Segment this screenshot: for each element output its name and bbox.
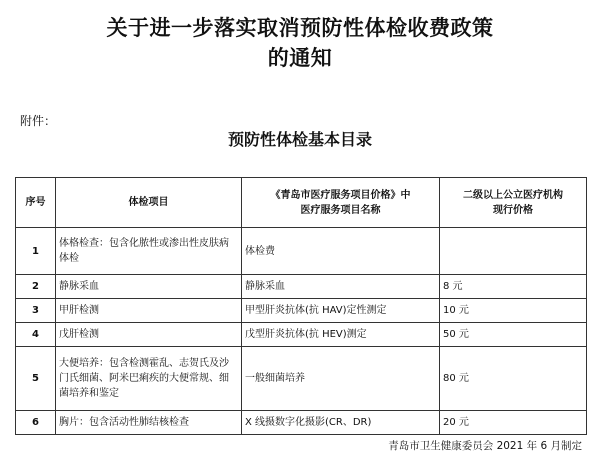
- row-item: 戊肝检测: [56, 323, 242, 347]
- attachment-label: 附件：: [20, 114, 57, 128]
- table-row: [16, 228, 587, 275]
- row-service: 甲型肝炎抗体(抗 HAV)定性测定: [242, 299, 440, 323]
- row-seq: 4: [16, 323, 56, 347]
- column-header-service: [242, 178, 440, 228]
- row-service: 体检费: [242, 228, 440, 275]
- row-seq: 1: [16, 228, 56, 275]
- row-price: 8 元: [440, 275, 587, 299]
- notice-title-continued: 的通知: [267, 45, 333, 70]
- row-item: 大便培养：包含检测霍乱、志贺氏及沙门氏细菌、阿米巴痢疾的大便常规、细菌培养和鉴定: [56, 347, 242, 411]
- row-price: 10 元: [440, 299, 587, 323]
- column-header-service-line1: 《青岛市医疗服务项目价格》中: [270, 189, 411, 201]
- table-row: [16, 323, 587, 347]
- catalog-subtitle: 预防性体检基本目录: [227, 130, 372, 149]
- column-header-service-line2: 医疗服务项目名称: [300, 204, 381, 216]
- row-item: 胸片：包含活动性肺结核检查: [56, 411, 242, 435]
- row-price: [440, 228, 587, 275]
- row-seq: 3: [16, 299, 56, 323]
- row-service: 静脉采血: [242, 275, 440, 299]
- row-price: 50 元: [440, 323, 587, 347]
- row-item: 甲肝检测: [56, 299, 242, 323]
- column-header-price-line1: 二级以上公立医疗机构: [463, 189, 563, 201]
- column-header-price-line2: 现行价格: [493, 204, 533, 216]
- row-service: X 线摄数字化摄影(CR、DR): [242, 411, 440, 435]
- row-price: 80 元: [440, 347, 587, 411]
- column-header-price: [440, 178, 587, 228]
- row-service: 一般细菌培养: [242, 347, 440, 411]
- table-row: [16, 299, 587, 323]
- row-price: 20 元: [440, 411, 587, 435]
- row-seq: 6: [16, 411, 56, 435]
- table-row: [16, 411, 587, 435]
- notice-title: 关于进一步落实取消预防性体检收费政策: [106, 15, 494, 40]
- row-seq: 5: [16, 347, 56, 411]
- table-row: [16, 275, 587, 299]
- row-seq: 2: [16, 275, 56, 299]
- column-header-item: 体检项目: [56, 178, 242, 228]
- row-item: 体格检查：包含化脓性或渗出性皮肤病体检: [56, 228, 242, 275]
- table-row: [16, 347, 587, 411]
- column-header-seq: 序号: [16, 178, 56, 228]
- row-item: 静脉采血: [56, 275, 242, 299]
- checkup-catalog-table: [15, 177, 587, 435]
- table-header-row: [16, 178, 587, 228]
- row-service: 戊型肝炎抗体(抗 HEV)测定: [242, 323, 440, 347]
- issuer-signature: 青岛市卫生健康委员会 2021 年 6 月制定: [388, 440, 582, 452]
